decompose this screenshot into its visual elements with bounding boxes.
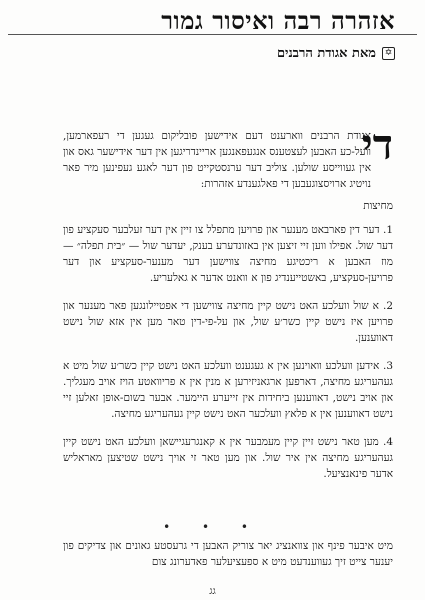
section-separator: • • • — [163, 520, 262, 534]
document-body — [63, 120, 393, 494]
list-item — [63, 358, 393, 422]
intro-text: אגודת הרבנים ווארענט דעם אידישען פובליקום געגען די רעפארמען, וועל-כע האבען לעצטענס אנגעפאנגען אריינדריגען אין דער אידישער גאס און אין געווייסע שולען. צוליב דער ערנסטקייט פון דער לאגע געפינען מיר פאר נויטיג ארויסצוגעבען די פאלגענדע אזהרות: — [63, 130, 371, 190]
list-item-text: 2. א שול וועלכע האט נישט קיין מחיצה צווישען די אפטיילונגען פאר מענער און פרויען איז נישט קיין כשר׳ע שול, און על-פי-דין טאר מען אין אזא שול נישט דאווענען. — [63, 300, 393, 344]
list-item-text: 1. דער דין פארבאט מענער און פרויען מתפלל צו זיין אין דער זעלבער סעקציע פון דער שול. אפילו ווען זיי זיצען אין באזונדערע בענק, יעדער שול — ״בית תפלה״ — מוז האבען א ריכטיגע מחיצה צווישען דער מענער-סעקציע און דער פרויען-סעקציע, באשטייענדיג פון א וואנט אדער א גאלעריע. — [63, 224, 393, 284]
list-item-text: 3. אידען וועלכע וואוינען אין א געגענט וועלכע האט נישט קיין כשר׳ע שול מיט א געהעריגע מחיצה, דארפען ארגאניזירען א מנין אין א פריוואטע הויז אויב מעגליך. און אויב נישט, דאווענען ביחידות אין זייערע היימער. אבער בשום-אופן זאלען זיי נישט דאווענען אין א פלאץ וועלכער האט נישט קיין געהעריגע מחיצה. — [63, 360, 393, 420]
page-title: אזהרה רבה ואיסור גמור — [161, 6, 395, 35]
section-heading: מחיצות — [363, 200, 393, 212]
list-item — [63, 434, 393, 482]
list-item — [63, 222, 393, 286]
title-divider — [8, 34, 417, 35]
list-item — [63, 298, 393, 346]
organization-emblem-icon: ✡ — [382, 47, 395, 60]
subtitle-row — [195, 44, 395, 62]
page-number: גג — [209, 586, 216, 597]
list-item-text: 4. מען טאר נישט זיין קיין מעמבער אין א קאנגרעגיישאן וועלכע האט נישט קיין געהעריגע מחיצה אין איר שול. און מען טאר זי אויך נישט שטיצען מאראליש אדער פינאנציעל. — [63, 436, 393, 480]
intro-paragraph — [63, 120, 393, 192]
drop-cap: די — [361, 120, 393, 169]
subtitle: מאת אגודת הרבנים — [276, 46, 376, 61]
closing-paragraph: מיט איבער פינף און צוואנציג יאר צוריק האבען די גרעסטע גאונים און צדיקים פון יענער צייט זיך געווענדעט מיט א ספעציעלער פאדערונג צום — [63, 540, 393, 568]
